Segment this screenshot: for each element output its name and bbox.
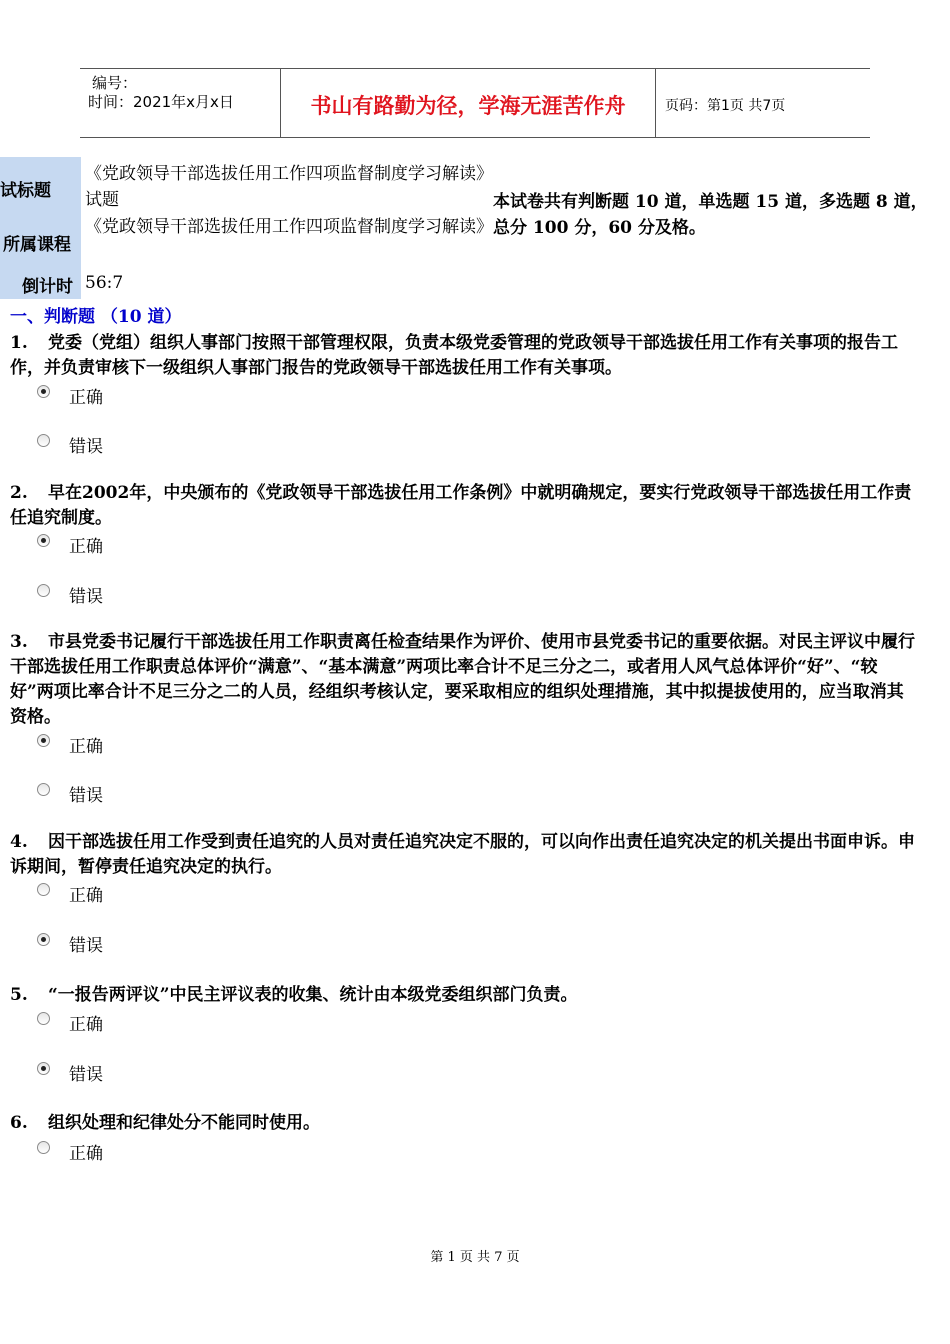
- header-meta: [80, 69, 280, 137]
- question-text: [10, 331, 920, 381]
- question-body: 因干部选拔任用工作受到责任追究的人员对责任追究决定不服的，可以向作出责任追究决定的机关提出书面申诉。申诉期间，暂停责任追究决定的执行。: [10, 832, 915, 877]
- course-label: 所属课程: [3, 235, 71, 255]
- section-title: 一、判断题 （10 道）: [10, 307, 182, 327]
- radio-button[interactable]: [37, 534, 50, 547]
- option-label: 错误: [69, 1065, 103, 1085]
- question-text: [10, 630, 920, 730]
- radio-button[interactable]: [37, 434, 50, 447]
- option-label: 错误: [69, 437, 103, 457]
- radio-button[interactable]: [37, 933, 50, 946]
- question-text: [10, 1111, 920, 1136]
- option-label: 错误: [69, 936, 103, 956]
- page-header: [80, 68, 870, 138]
- countdown-value: 56:7: [85, 273, 124, 293]
- option-label: 正确: [69, 388, 103, 408]
- question-number: 4.: [10, 832, 28, 852]
- exam-summary: 本试卷共有判断题 10 道，单选题 15 道，多选题 8 道，总分 100 分，60 分及格。: [493, 192, 928, 238]
- question-text: [10, 983, 920, 1008]
- question-body: 组织处理和纪律处分不能同时使用。: [48, 1113, 320, 1133]
- radio-button[interactable]: [37, 584, 50, 597]
- page-label: 页码：第1页 共7页: [665, 98, 786, 114]
- radio-button[interactable]: [37, 734, 50, 747]
- question-number: 3.: [10, 632, 28, 652]
- question-number: 6.: [10, 1113, 28, 1133]
- time-label: 时间：2021年x月x日: [88, 93, 234, 111]
- radio-button[interactable]: [37, 883, 50, 896]
- radio-button[interactable]: [37, 1141, 50, 1154]
- option-label: 错误: [69, 786, 103, 806]
- option-label: 正确: [69, 1015, 103, 1035]
- option-label: 正确: [69, 886, 103, 906]
- page-footer: 第 1 页 共 7 页: [430, 1250, 520, 1265]
- header-motto-cell: [280, 69, 656, 137]
- countdown-label: 倒计时: [22, 277, 73, 297]
- course-value: 《党政领导干部选拔任用工作四项监督制度学习解读》: [85, 217, 493, 237]
- option-label: 错误: [69, 587, 103, 607]
- question-number: 1.: [10, 333, 28, 353]
- number-label: 编号：: [92, 74, 138, 92]
- question-text: [10, 481, 920, 531]
- question-number: 2.: [10, 483, 28, 503]
- countdown-label-cell: [0, 267, 81, 299]
- question-body: “一报告两评议”中民主评议表的收集、统计由本级党委组织部门负责。: [48, 985, 578, 1005]
- option-label: 正确: [69, 537, 103, 557]
- radio-button[interactable]: [37, 1012, 50, 1025]
- title-label-cell: [0, 157, 81, 215]
- course-label-cell: [0, 215, 81, 267]
- question-body: 早在2002年，中央颁布的《党政领导干部选拔任用工作条例》中就明确规定，要实行党政领导干部选拔任用工作责任追究制度。: [10, 483, 912, 528]
- question-body: 市县党委书记履行干部选拔任用工作职责离任检查结果作为评价、使用市县党委书记的重要依据。对民主评议中履行干部选拔任用工作职责总体评价“满意”、“基本满意”两项比率合计不足三分之二，或者用人风气总体评价“好”、“较好”两项比率合计不足三分之二的人员，经组织考核认定，要采取相应的组织处理措施，其中拟提拔使用的，应当取消其资格。: [10, 632, 915, 727]
- radio-button[interactable]: [37, 783, 50, 796]
- motto: 书山有路勤为径，学海无涯苦作舟: [310, 94, 626, 118]
- option-label: 正确: [69, 737, 103, 757]
- radio-button[interactable]: [37, 385, 50, 398]
- question-body: 党委（党组）组织人事部门按照干部管理权限，负责本级党委管理的党政领导干部选拔任用工作有关事项的报告工作，并负责审核下一级组织人事部门报告的党政领导干部选拔任用工作有关事项。: [10, 333, 898, 378]
- title-label: 试标题: [0, 181, 51, 201]
- title-value: 《党政领导干部选拔任用工作四项监督制度学习解读》试题: [85, 164, 493, 210]
- radio-button[interactable]: [37, 1062, 50, 1075]
- option-label: 正确: [69, 1144, 103, 1164]
- question-text: [10, 830, 920, 880]
- header-page-cell: [655, 69, 870, 137]
- question-number: 5.: [10, 985, 28, 1005]
